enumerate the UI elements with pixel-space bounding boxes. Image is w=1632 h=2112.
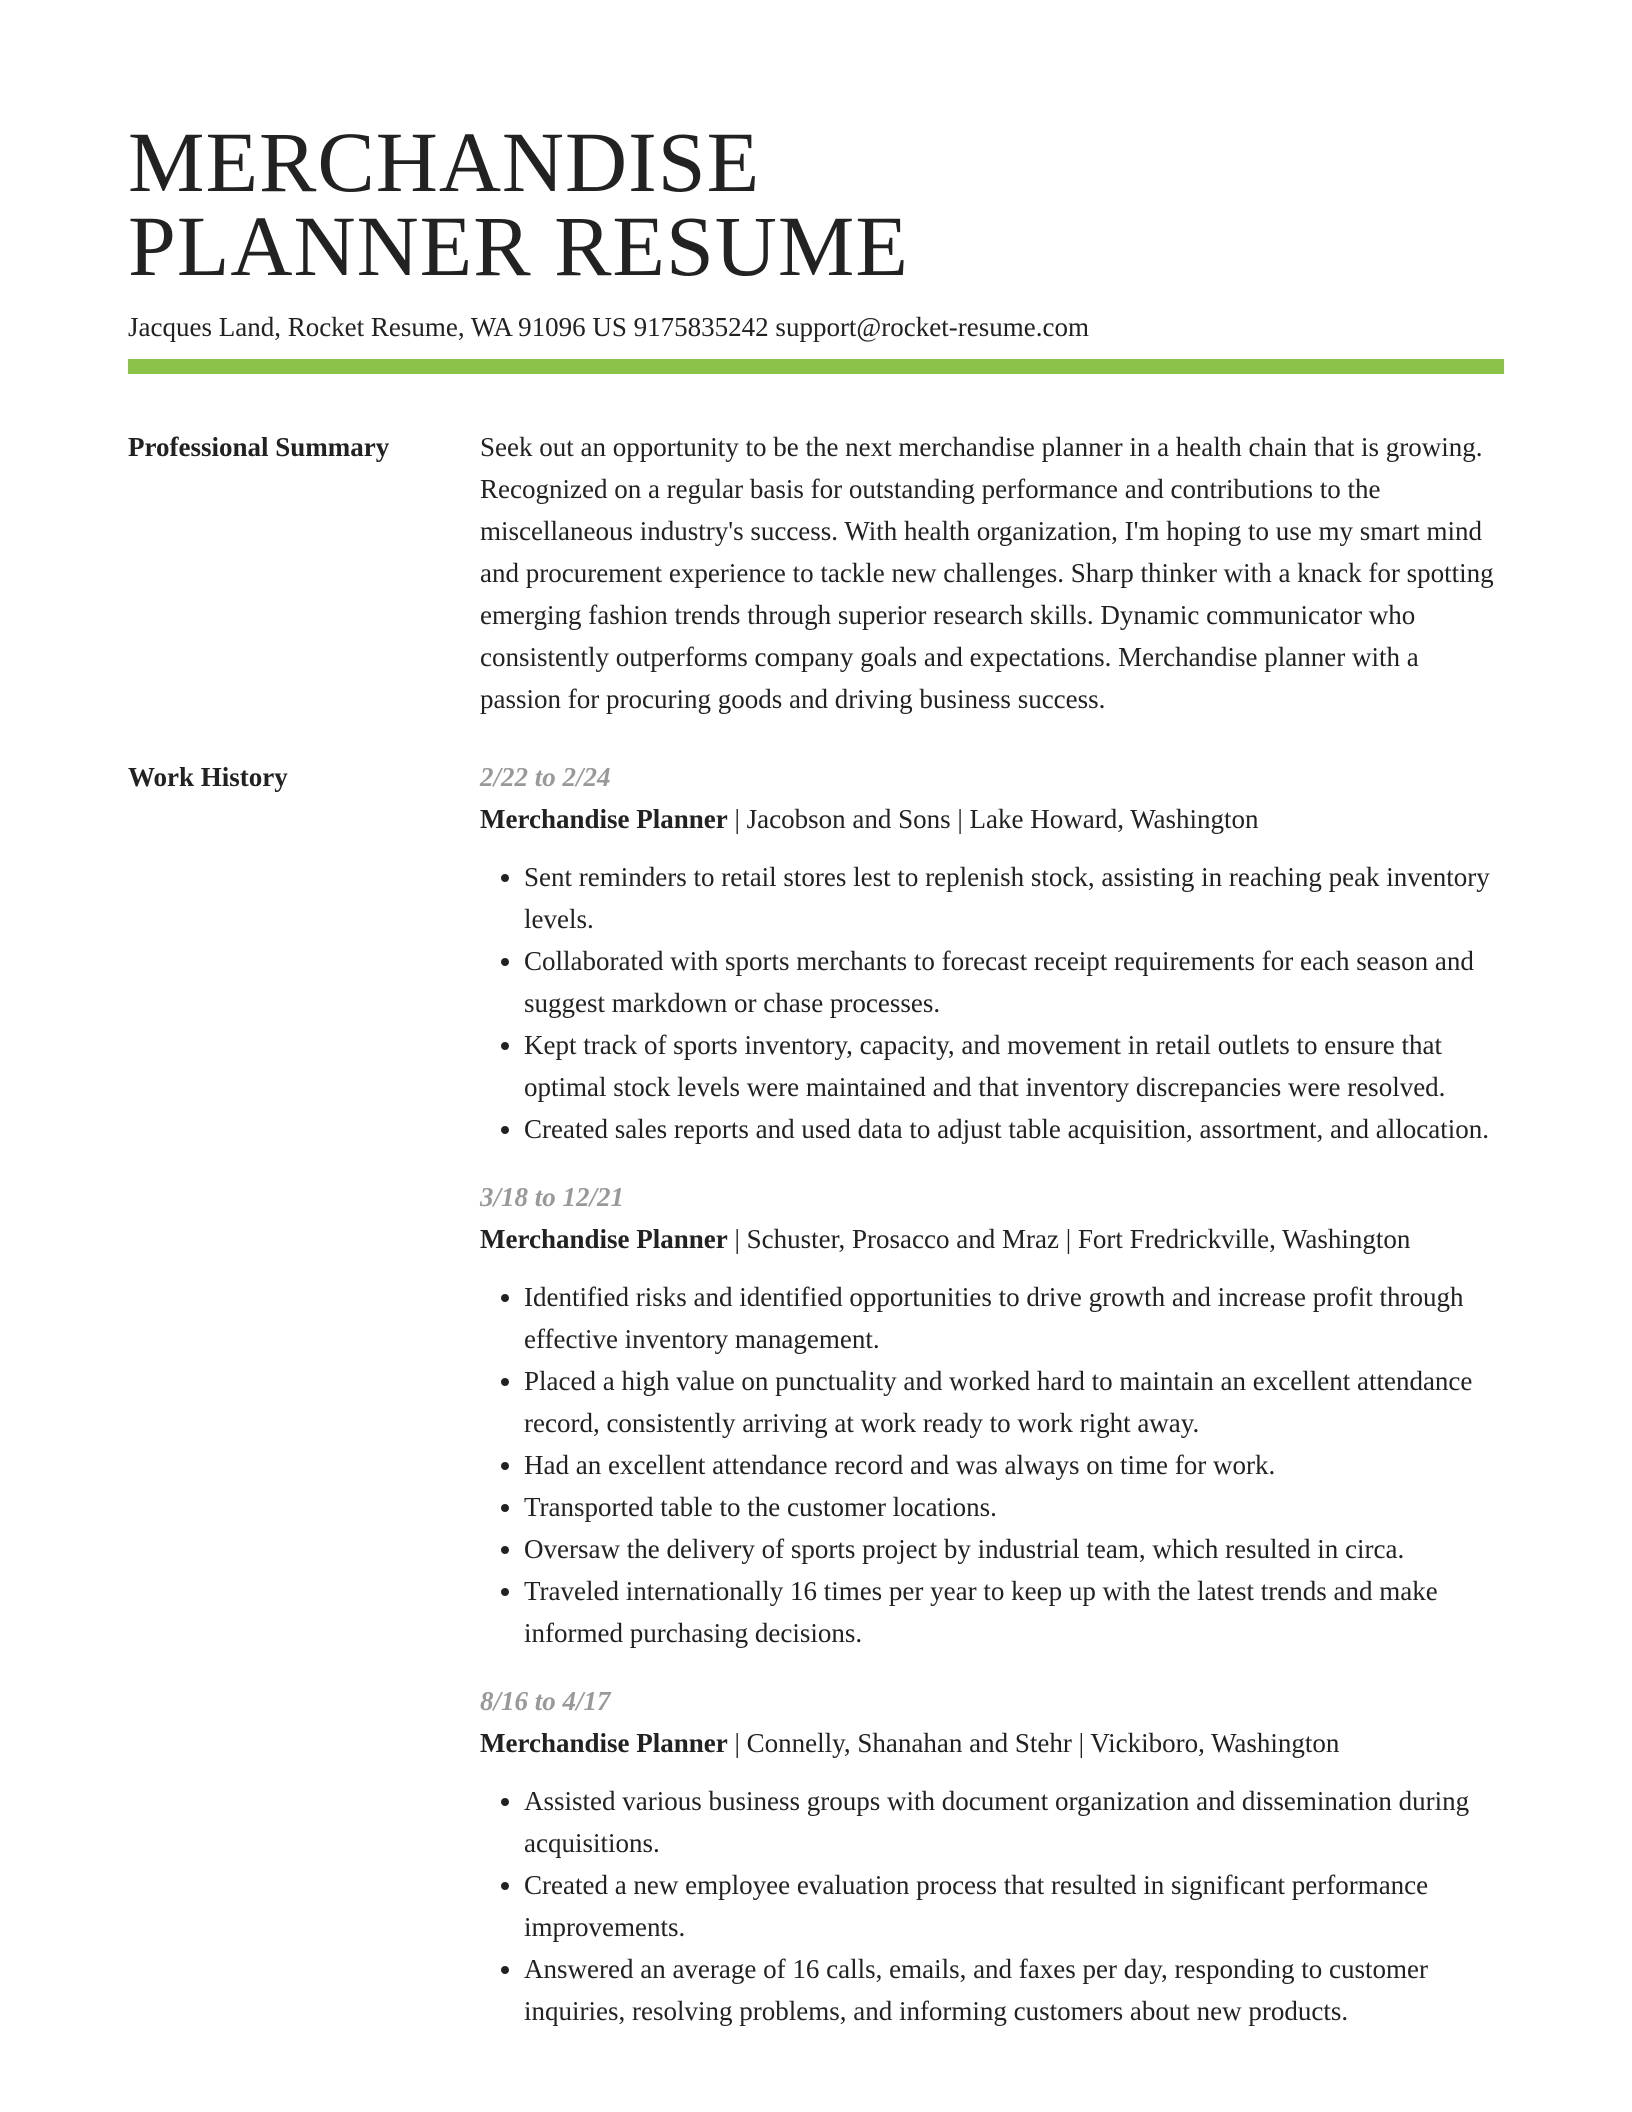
job-title: Merchandise Planner bbox=[480, 804, 728, 834]
summary-text: Seek out an opportunity to be the next merchandise planner in a health chain that is growing. Recognized on a regular basis for outstanding performance and contributions to the miscellaneous industry's success. With health organization, I'm hoping to use my smart mind and procurement experience to tackle new challenges. Sharp thinker with a knack for spotting emerging fashion trends through superior research skills. Dynamic communicator who consistently outperforms company goals and expectations. Merchandise planner with a passion for procuring goods and driving business success. bbox=[480, 432, 1494, 714]
accent-divider bbox=[128, 359, 1504, 374]
resume-title-line1: MERCHANDISE bbox=[128, 114, 761, 210]
job-bullet: • Identified risks and identified opportunities to drive growth and increase profit through effective inventory management. bbox=[524, 1276, 1504, 1360]
contact-line: Jacques Land, Rocket Resume, WA 91096 US 9175835242 support@rocket-resume.com bbox=[128, 312, 1089, 342]
job-bullet: • Created sales reports and used data to adjust table acquisition, assortment, and allocation. bbox=[524, 1108, 1504, 1150]
work-history-body bbox=[480, 756, 1504, 2032]
job-title: Merchandise Planner bbox=[480, 1224, 728, 1254]
job-entry bbox=[480, 756, 1504, 1150]
job-bullet: • Had an excellent attendance record and was always on time for work. bbox=[524, 1444, 1504, 1486]
job-line bbox=[480, 1218, 1504, 1260]
job-bullet: • Placed a high value on punctuality and worked hard to maintain an excellent attendance record, consistently arriving at work ready to work right away. bbox=[524, 1360, 1504, 1444]
job-line bbox=[480, 798, 1504, 840]
job-bullet: • Transported table to the customer locations. bbox=[524, 1486, 1504, 1528]
summary-body bbox=[480, 426, 1504, 720]
job-dates: 2/22 to 2/24 bbox=[480, 762, 611, 792]
job-bullet: • Oversaw the delivery of sports project by industrial team, which resulted in circa. bbox=[524, 1528, 1504, 1570]
job-bullet: • Assisted various business groups with document organization and dissemination during acquisitions. bbox=[524, 1780, 1504, 1864]
summary-section bbox=[128, 426, 1504, 720]
work-history-section bbox=[128, 756, 1504, 2032]
job-dates: 3/18 to 12/21 bbox=[480, 1182, 625, 1212]
job-bullet: • Traveled internationally 16 times per year to keep up with the latest trends and make informed purchasing decisions. bbox=[524, 1570, 1504, 1654]
job-bullet: • Answered an average of 16 calls, emails, and faxes per day, responding to customer inquiries, resolving problems, and informing customers about new products. bbox=[524, 1948, 1504, 2032]
job-title: Merchandise Planner bbox=[480, 1728, 728, 1758]
job-bullet: • Collaborated with sports merchants to forecast receipt requirements for each season and suggest markdown or chase processes. bbox=[524, 940, 1504, 1024]
job-bullet: • Sent reminders to retail stores lest to replenish stock, assisting in reaching peak inventory levels. bbox=[524, 856, 1504, 940]
summary-heading: Professional Summary bbox=[128, 432, 390, 462]
work-history-heading: Work History bbox=[128, 762, 288, 792]
job-bullet-list bbox=[480, 1780, 1504, 2032]
job-bullet-list bbox=[480, 1276, 1504, 1654]
job-dates: 8/16 to 4/17 bbox=[480, 1686, 611, 1716]
job-line bbox=[480, 1722, 1504, 1764]
job-entry bbox=[480, 1680, 1504, 2032]
resume-title-line2: PLANNER RESUME bbox=[128, 198, 909, 294]
job-bullet: • Kept track of sports inventory, capacity, and movement in retail outlets to ensure that optimal stock levels were maintained and that inventory discrepancies were resolved. bbox=[524, 1024, 1504, 1108]
job-bullet-list bbox=[480, 856, 1504, 1150]
job-details: | Jacobson and Sons | Lake Howard, Washington bbox=[727, 804, 1259, 834]
job-bullet: • Created a new employee evaluation process that resulted in significant performance improvements. bbox=[524, 1864, 1504, 1948]
job-details: | Schuster, Prosacco and Mraz | Fort Fredrickville, Washington bbox=[727, 1224, 1411, 1254]
job-entry bbox=[480, 1176, 1504, 1654]
resume-title bbox=[128, 114, 1504, 294]
job-details: | Connelly, Shanahan and Stehr | Vickiboro, Washington bbox=[727, 1728, 1340, 1758]
